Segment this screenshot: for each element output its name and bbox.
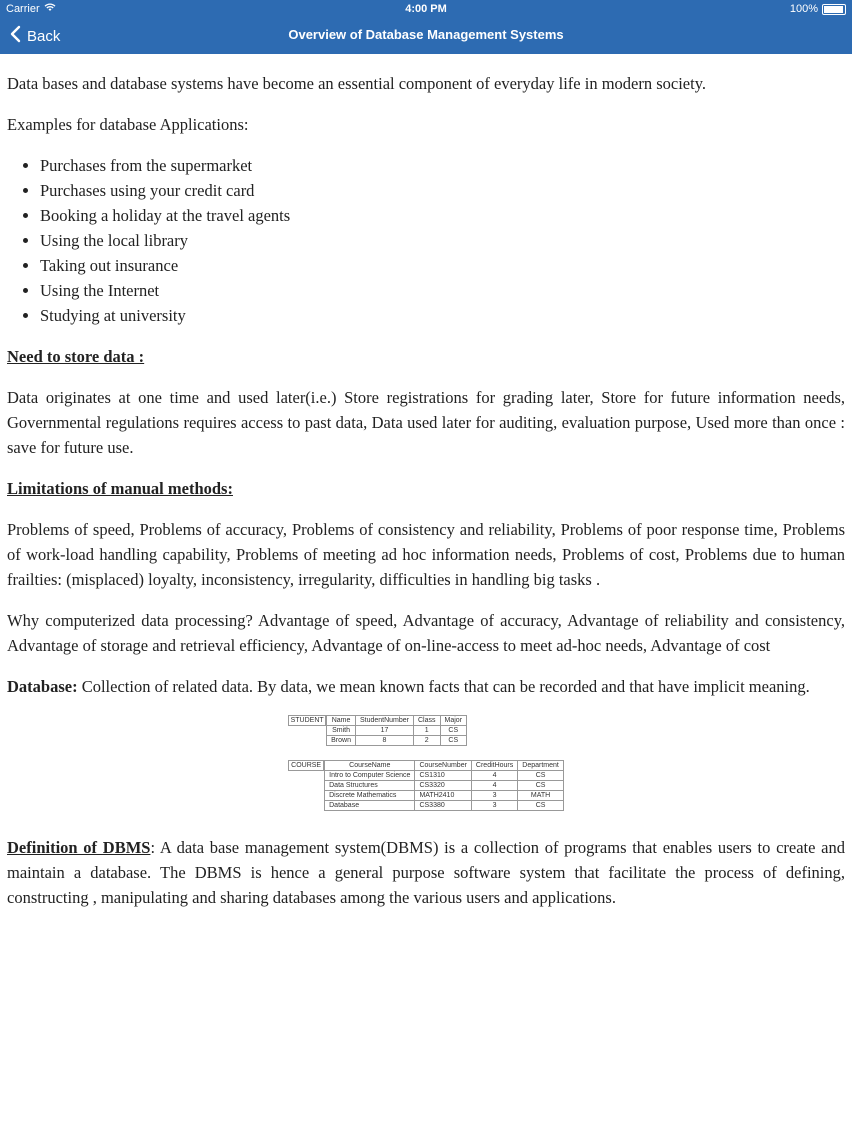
dbms-definition: : A data base management system(DBMS) is a collection of programs that enables users to create and maintain a database. The DBMS is hence a general purpose software system that facilitate the process of defining, constructing , manipulating and sharing databases among the various users and applications. (7, 838, 845, 907)
carrier-text: Carrier (6, 3, 40, 15)
list-item: • Purchases using your credit card (40, 178, 845, 203)
student-table (288, 715, 564, 746)
table-header: CourseNumber (415, 761, 471, 771)
table-header: Major (440, 716, 467, 726)
examples-heading: Examples for database Applications: (7, 115, 249, 134)
table-row (325, 791, 564, 801)
table-cell: CS (518, 781, 564, 791)
table-cell: Discrete Mathematics (325, 791, 415, 801)
battery-icon (822, 4, 846, 15)
table-header: StudentNumber (355, 716, 413, 726)
table-cell: MATH2410 (415, 791, 471, 801)
list-item: • Taking out insurance (40, 253, 845, 278)
navigation-bar (0, 0, 852, 54)
table-cell: 1 (414, 726, 441, 736)
table-cell: 8 (355, 736, 413, 746)
table-cell: Data Structures (325, 781, 415, 791)
table-cell: CS (518, 801, 564, 811)
intro-paragraph: Data bases and database systems have become an essential component of everyday life in modern society. (7, 74, 707, 93)
battery-percent: 100% (789, 3, 818, 15)
table-header: Class (414, 716, 441, 726)
table-row (325, 781, 564, 791)
table-cell: MATH (518, 791, 564, 801)
page-title: Overview of Database Management Systems (288, 27, 564, 42)
need-heading: Need to store data : (7, 347, 145, 366)
limits-heading: Limitations of manual methods: (7, 479, 233, 498)
table-cell: 3 (471, 791, 517, 801)
dbms-heading: Definition of DBMS (7, 838, 151, 857)
list-item: • Using the Internet (40, 278, 845, 303)
course-table (288, 760, 564, 811)
table-header: CreditHours (471, 761, 517, 771)
table-cell: 4 (471, 781, 517, 791)
example-tables-figure (7, 715, 845, 811)
limits-paragraph: Problems of speed, Problems of accuracy, Problems of consistency and reliability, Problems of poor response time, Problems of work-load handling capability, Problems of meeting ad hoc information needs, Problems of cost, Problems due to human frailties: (misplaced) loyalty, inconsistency, irregularity, difficulties in handling big tasks . (7, 520, 845, 589)
table-cell: CS3320 (415, 781, 471, 791)
database-paragraph (7, 674, 845, 699)
list-item: • Using the local library (40, 228, 845, 253)
table-cell: 17 (355, 726, 413, 736)
back-label: Back (27, 27, 61, 45)
list-item: • Studying at university (40, 303, 845, 328)
table-cell: CS3380 (415, 801, 471, 811)
table-cell: Intro to Computer Science (325, 771, 415, 781)
article-content (7, 64, 845, 926)
table-header: Name (327, 716, 356, 726)
table-cell: CS1310 (415, 771, 471, 781)
table-row (325, 801, 564, 811)
table-row (325, 771, 564, 781)
table-cell: CS (440, 736, 467, 746)
list-item: • Booking a holiday at the travel agents (40, 203, 845, 228)
database-label: Database: (7, 677, 78, 696)
status-time: 4:00 PM (405, 3, 447, 15)
battery-indicator (790, 3, 846, 15)
course-relation-name: COURSE (288, 760, 324, 771)
status-bar (0, 0, 852, 18)
table-cell: 2 (414, 736, 441, 746)
why-paragraph: Why computerized data processing? Advantage of speed, Advantage of accuracy, Advantage of reliability and consistency, Advantage of storage and retrieval efficiency, Advantage of on-line-access to meet ad-hoc needs, Advantage of cost (7, 611, 845, 655)
table-row (327, 726, 467, 736)
examples-list (7, 153, 845, 328)
table-cell: Smith (327, 726, 356, 736)
table-cell: CS (518, 771, 564, 781)
database-definition: Collection of related data. By data, we mean known facts that can be recorded and that have implicit meaning. (77, 677, 810, 696)
need-paragraph: Data originates at one time and used later(i.e.) Store registrations for grading later, Store for future information needs, Governmental regulations requires access to past data, Data used later for auditing, evaluation purpose, Used more than once : save for future use. (7, 388, 845, 457)
table-header: Department (518, 761, 564, 771)
table-header: CourseName (325, 761, 415, 771)
table-cell: 3 (471, 801, 517, 811)
list-item: • Purchases from the supermarket (40, 153, 845, 178)
table-cell: Database (325, 801, 415, 811)
table-cell: 4 (471, 771, 517, 781)
table-cell: CS (440, 726, 467, 736)
table-row (327, 736, 467, 746)
table-cell: Brown (327, 736, 356, 746)
student-relation-name: STUDENT (288, 715, 326, 726)
dbms-paragraph (7, 835, 845, 910)
